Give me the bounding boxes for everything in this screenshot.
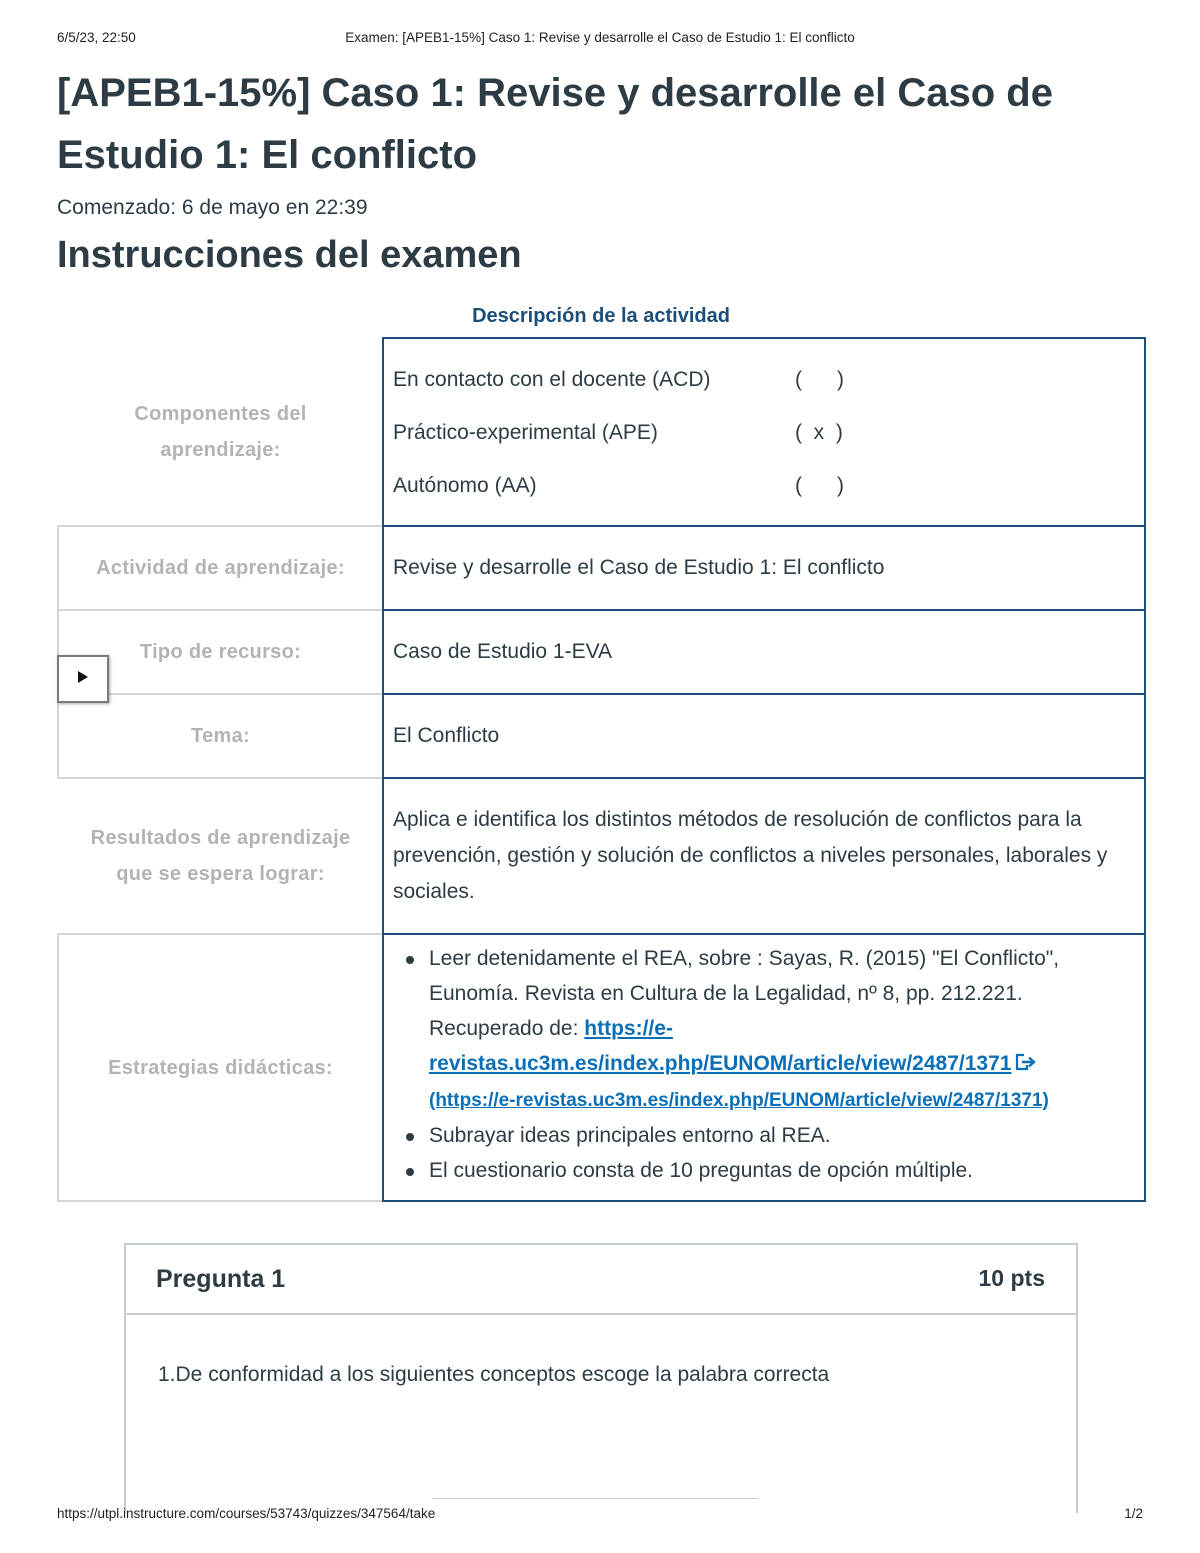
quiz-title: [APEB1-15%] Caso 1: Revise y desarrolle el Caso de Estudio 1: El conflicto bbox=[57, 71, 1053, 177]
component-name: Práctico-experimental (APE) bbox=[393, 421, 658, 444]
strategies-cell bbox=[382, 933, 1146, 1202]
page-number: 1/2 bbox=[1124, 1506, 1143, 1521]
play-icon bbox=[76, 670, 90, 689]
topic-label-text: Tema: bbox=[191, 725, 250, 747]
list-item bbox=[429, 941, 1135, 1118]
results-cell bbox=[382, 777, 1146, 935]
print-header bbox=[57, 30, 1143, 50]
activity-label bbox=[57, 525, 382, 611]
activity-value: Revise y desarrolle el Caso de Estudio 1: El conflicto bbox=[393, 556, 885, 579]
rea-link[interactable]: https://e-revistas.uc3m.es/index.php/EUNOM/article/view/2487/1371 bbox=[429, 1017, 1012, 1075]
component-name: Autónomo (AA) bbox=[393, 474, 537, 497]
question-card bbox=[124, 1243, 1078, 1513]
results-value: Aplica e identifica los distintos métodos de resolución de conflictos para la prevención, gestión y solución de conflictos a niveles personales, laborales y sociales. bbox=[393, 808, 1108, 903]
question-title: Pregunta 1 bbox=[156, 1265, 286, 1293]
strategy-text: Subrayar ideas principales entorno al REA. bbox=[429, 1123, 831, 1147]
list-item bbox=[429, 1118, 1135, 1153]
component-mark: ( ) bbox=[795, 368, 844, 391]
print-footer bbox=[57, 1506, 1143, 1526]
component-name: En contacto con el docente (ACD) bbox=[393, 368, 711, 391]
components-label bbox=[57, 337, 382, 527]
topic-value: El Conflicto bbox=[393, 724, 500, 747]
question-header bbox=[126, 1245, 1076, 1315]
resource-value: Caso de Estudio 1-EVA bbox=[393, 640, 613, 663]
strategies-label bbox=[57, 933, 382, 1202]
print-document-title: Examen: [APEB1-15%] Caso 1: Revise y desarrolle el Caso de Estudio 1: El conflicto bbox=[345, 30, 855, 45]
divider bbox=[432, 1498, 758, 1499]
component-mark: ( ) bbox=[795, 474, 844, 497]
results-label-text: Resultados de aprendizaje que se espera lograr: bbox=[90, 827, 351, 885]
strategy-text: El cuestionario consta de 10 preguntas de opción múltiple. bbox=[429, 1158, 974, 1182]
topic-cell bbox=[382, 693, 1146, 779]
play-button[interactable] bbox=[57, 655, 109, 703]
resource-label-text: Tipo de recurso: bbox=[139, 641, 302, 663]
started-timestamp: Comenzado: 6 de mayo en 22:39 bbox=[57, 196, 368, 219]
components-cell bbox=[382, 337, 1146, 527]
component-row bbox=[393, 362, 844, 398]
question-points: 10 pts bbox=[978, 1265, 1045, 1291]
print-url: https://utpl.instructure.com/courses/53743/quizzes/347564/take bbox=[57, 1506, 436, 1521]
rea-link-full[interactable]: (https://e-revistas.uc3m.es/index.php/EUNOM/article/view/2487/1371) bbox=[429, 1089, 1049, 1111]
components-label-text: Componentes del aprendizaje: bbox=[134, 403, 307, 461]
strategies-label-text: Estrategias didácticas: bbox=[108, 1056, 333, 1079]
instructions-heading: Instrucciones del examen bbox=[57, 234, 522, 276]
component-row bbox=[393, 468, 844, 504]
question-text: 1.De conformidad a los siguientes conceptos escoge la palabra correcta bbox=[158, 1363, 830, 1386]
external-link-icon bbox=[1015, 1047, 1037, 1082]
list-item bbox=[429, 1153, 1135, 1188]
component-mark: ( x ) bbox=[795, 421, 843, 444]
topic-label bbox=[57, 693, 382, 779]
strategies-list bbox=[393, 941, 1135, 1188]
activity-cell bbox=[382, 525, 1146, 611]
activity-description-heading: Descripción de la actividad bbox=[472, 305, 730, 327]
component-row bbox=[393, 415, 844, 451]
strategy-text: Leer detenidamente el REA, sobre : Sayas, R. (2015) "El Conflicto", Eunomía. Revista en Cultura de la Legalidad, nº 8, pp. 212.221. Recuperado de: bbox=[429, 947, 1060, 1040]
components-list bbox=[393, 360, 844, 504]
activity-label-text: Actividad de aprendizaje: bbox=[96, 557, 345, 579]
results-label bbox=[57, 777, 382, 935]
print-date: 6/5/23, 22:50 bbox=[57, 30, 136, 45]
resource-cell bbox=[382, 609, 1146, 695]
